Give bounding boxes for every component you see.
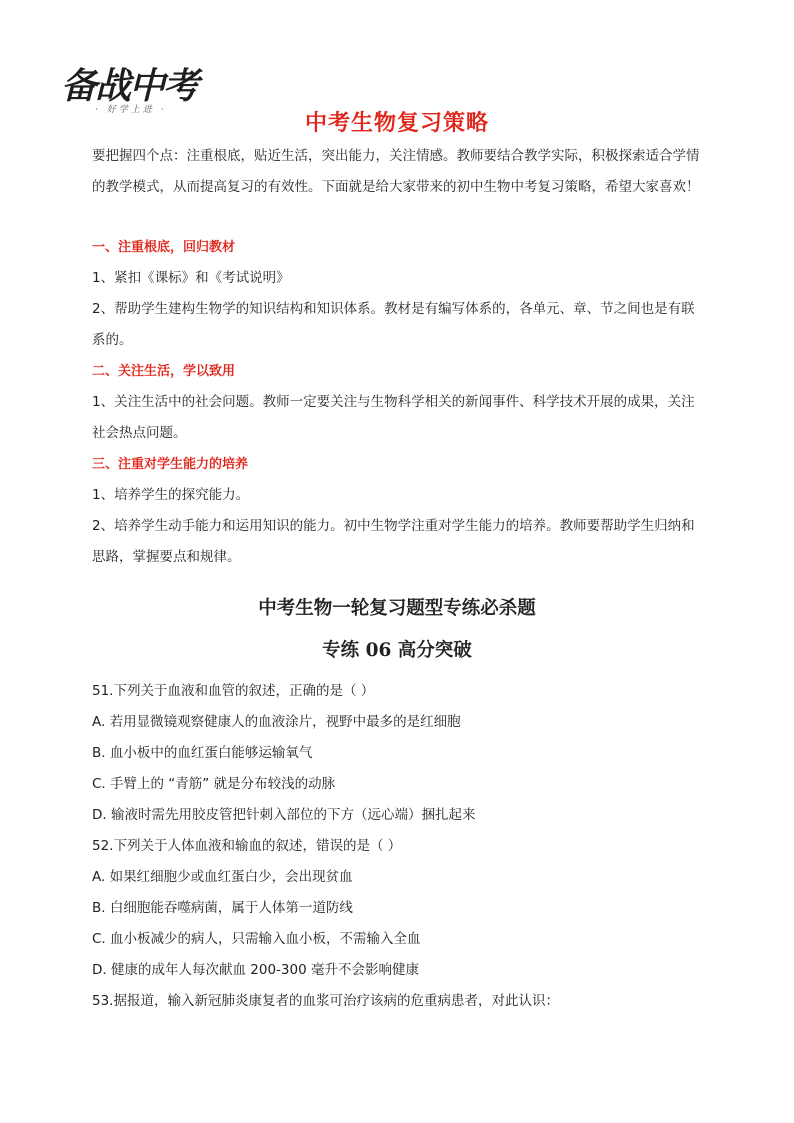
section-3-heading: 三、注重对学生能力的培养 bbox=[92, 457, 249, 472]
section-3-item-2: 2、培养学生动手能力和运用知识的能力。初中生物学注重对学生能力的培养。教师要帮助学生归纳和思路，掌握要点和规律。 bbox=[92, 518, 695, 565]
question-53-stem: 53.据报道，输入新冠肺炎康复者的血浆可治疗该病的危重病患者，对此认识： bbox=[92, 993, 559, 1009]
exam-subtitle: 专练 06 高分突破 bbox=[322, 640, 472, 661]
logo-subtitle: · 好学上进 · bbox=[95, 105, 167, 115]
question-52-option-d: D. 健康的成年人每次献血 200-300 毫升不会影响健康 bbox=[92, 962, 419, 978]
section-1-item-2: 2、帮助学生建构生物学的知识结构和知识体系。教材是有编写体系的，各单元、章、节之间也是有联系的。 bbox=[92, 301, 695, 348]
section-1-heading: 一、注重根底，回归教材 bbox=[92, 240, 236, 255]
question-51-option-d: D. 输液时需先用胶皮管把针刺入部位的下方（远心端）捆扎起来 bbox=[92, 807, 476, 823]
section-2-item-1: 1、关注生活中的社会问题。教师一定要关注与生物科学相关的新闻事件、科学技术开展的成果，关注社会热点问题。 bbox=[92, 394, 695, 441]
question-52-option-b: B. 白细胞能吞噬病菌，属于人体第一道防线 bbox=[92, 900, 353, 916]
section-1-item-1: 1、紧扣《课标》和《考试说明》 bbox=[92, 270, 290, 286]
question-52-option-a: A. 如果红细胞少或血红蛋白少，会出现贫血 bbox=[92, 869, 353, 885]
question-51-option-c: C. 手臂上的 “青筋” 就是分布较浅的动脉 bbox=[92, 776, 336, 792]
question-51-stem: 51.下列关于血液和血管的叙述，正确的是（ ） bbox=[92, 683, 375, 699]
intro-paragraph: 要把握四个点：注重根底，贴近生活，突出能力，关注情感。教师要结合教学实际，积极探索适合学情的教学模式，从而提高复习的有效性。下面就是给大家带来的初中生物中考复习策略，希望大家喜欢！ bbox=[92, 148, 700, 195]
logo-text: 备战中考 bbox=[61, 65, 198, 107]
question-51-option-a: A. 若用显微镜观察健康人的血液涂片，视野中最多的是红细胞 bbox=[92, 714, 461, 730]
question-51-option-b: B. 血小板中的血红蛋白能够运输氧气 bbox=[92, 745, 313, 761]
section-2-heading: 二、关注生活，学以致用 bbox=[92, 364, 236, 379]
section-3-item-1: 1、培养学生的探究能力。 bbox=[92, 487, 250, 503]
exam-title: 中考生物一轮复习题型专练必杀题 bbox=[258, 598, 536, 619]
page-title: 中考生物复习策略 bbox=[304, 111, 489, 136]
question-52-stem: 52.下列关于人体血液和输血的叙述，错误的是（ ） bbox=[92, 838, 402, 854]
question-52-option-c: C. 血小板减少的病人，只需输入血小板，不需输入全血 bbox=[92, 931, 421, 947]
